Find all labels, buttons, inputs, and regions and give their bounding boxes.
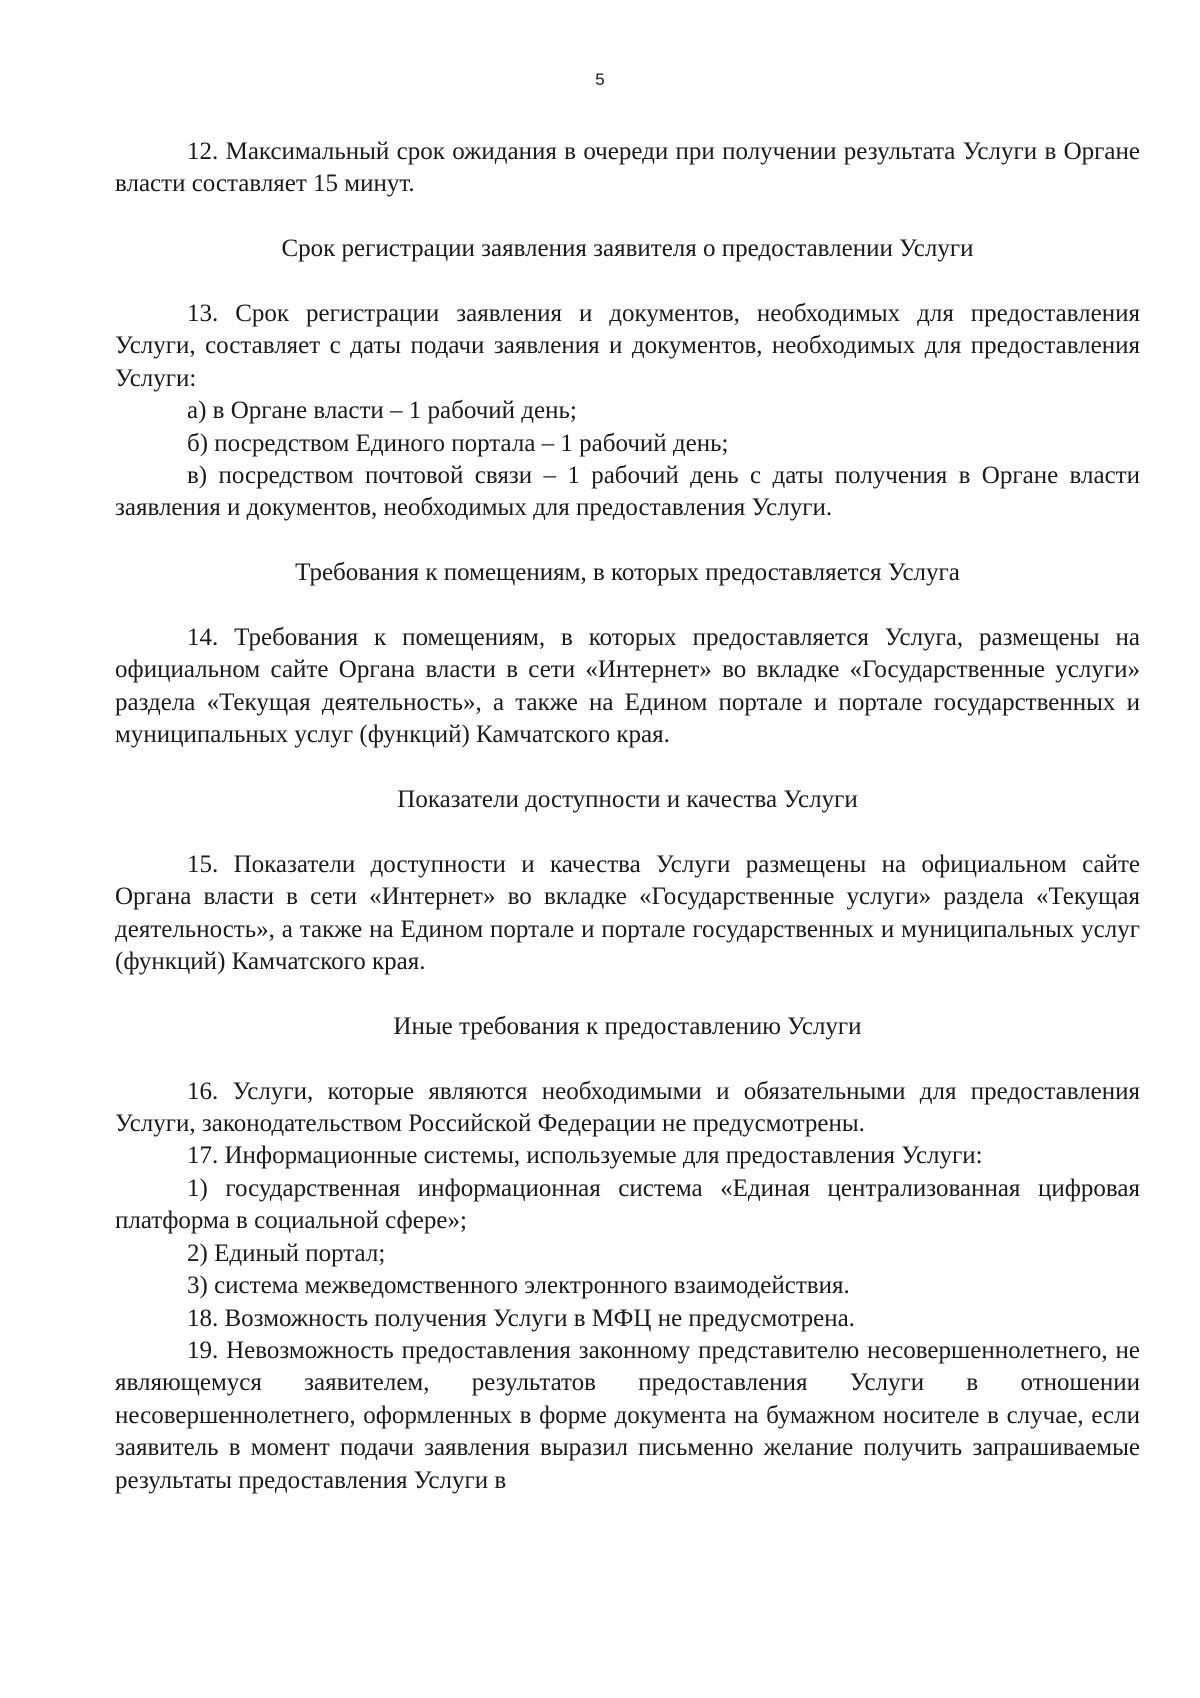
spacer (115, 525, 1140, 557)
paragraph-18: 18. Возможность получения Услуги в МФЦ не предусмотрена. (187, 1304, 855, 1332)
paragraph-17-1: 1) государственная информационная система «Единая централизованная цифровая платформа в социальной сфере»; (115, 1174, 1140, 1235)
heading-quality-indicators: Показатели доступности и качества Услуги (397, 786, 858, 814)
heading-registration-term: Срок регистрации заявления заявителя о предоставлении Услуги (281, 235, 974, 263)
paragraph-17: 17. Информационные системы, используемые для предоставления Услуги: (187, 1142, 983, 1170)
heading-other-requirements: Иные требования к предоставлению Услуги (393, 1012, 862, 1040)
paragraph-17-3: 3) система межведомственного электронного взаимодействия. (187, 1272, 850, 1300)
spacer (115, 978, 1140, 1010)
spacer (115, 1043, 1140, 1075)
spacer (115, 266, 1140, 298)
page-number: 5 (595, 70, 605, 89)
paragraph-13-b: б) посредством Единого портала – 1 рабочий день; (187, 429, 729, 457)
paragraph-17-2: 2) Единый портал; (187, 1239, 386, 1267)
paragraph-13: 13. Срок регистрации заявления и документов, необходимых для предоставления Услуги, составляет с даты подачи заявления и документов, необходимых для предоставления Услуги: (115, 300, 1140, 392)
paragraph-12: 12. Максимальный срок ожидания в очереди при получении результата Услуги в Органе власти составляет 15 минут. (115, 138, 1140, 198)
document-body (115, 136, 1140, 1497)
spacer (115, 816, 1140, 848)
paragraph-19: 19. Невозможность предоставления законному представителю несовершеннолетнего, не являющемуся заявителем, результатов предоставления Услуги в отношении несовершеннолетнего, оформленных в форме документа на бумажном носителе в случае, если заявитель в момент подачи заявления выразил письменно желание получить запрашиваемые результаты предоставления Услуги в (115, 1336, 1140, 1494)
paragraph-14: 14. Требования к помещениям, в которых предоставляется Услуга, размещены на официальном сайте Органа власти в сети «Интернет» во вкладке «Государственные услуги» раздела «Текущая деятельность», а также на Едином портале и портале государственных и муниципальных услуг (функций) Камчатского края. (115, 624, 1140, 749)
spacer (115, 590, 1140, 622)
spacer (115, 201, 1140, 233)
paragraph-13-c: в) посредством почтовой связи – 1 рабочий день с даты получения в Органе власти заявления и документов, необходимых для предоставления Услуги. (115, 462, 1140, 522)
spacer (115, 752, 1140, 784)
paragraph-15: 15. Показатели доступности и качества Услуги размещены на официальном сайте Органа власти в сети «Интернет» во вкладке «Государственные услуги» раздела «Текущая деятельность», а также на Едином портале и портале государственных и муниципальных услуг (функций) Камчатского края. (115, 850, 1140, 976)
heading-premises-requirements: Требования к помещениям, в которых предоставляется Услуга (295, 559, 960, 587)
paragraph-16: 16. Услуги, которые являются необходимыми и обязательными для предоставления Услуги, законодательством Российской Федерации не предусмотрены. (115, 1077, 1140, 1138)
paragraph-13-a: а) в Органе власти – 1 рабочий день; (187, 397, 577, 425)
